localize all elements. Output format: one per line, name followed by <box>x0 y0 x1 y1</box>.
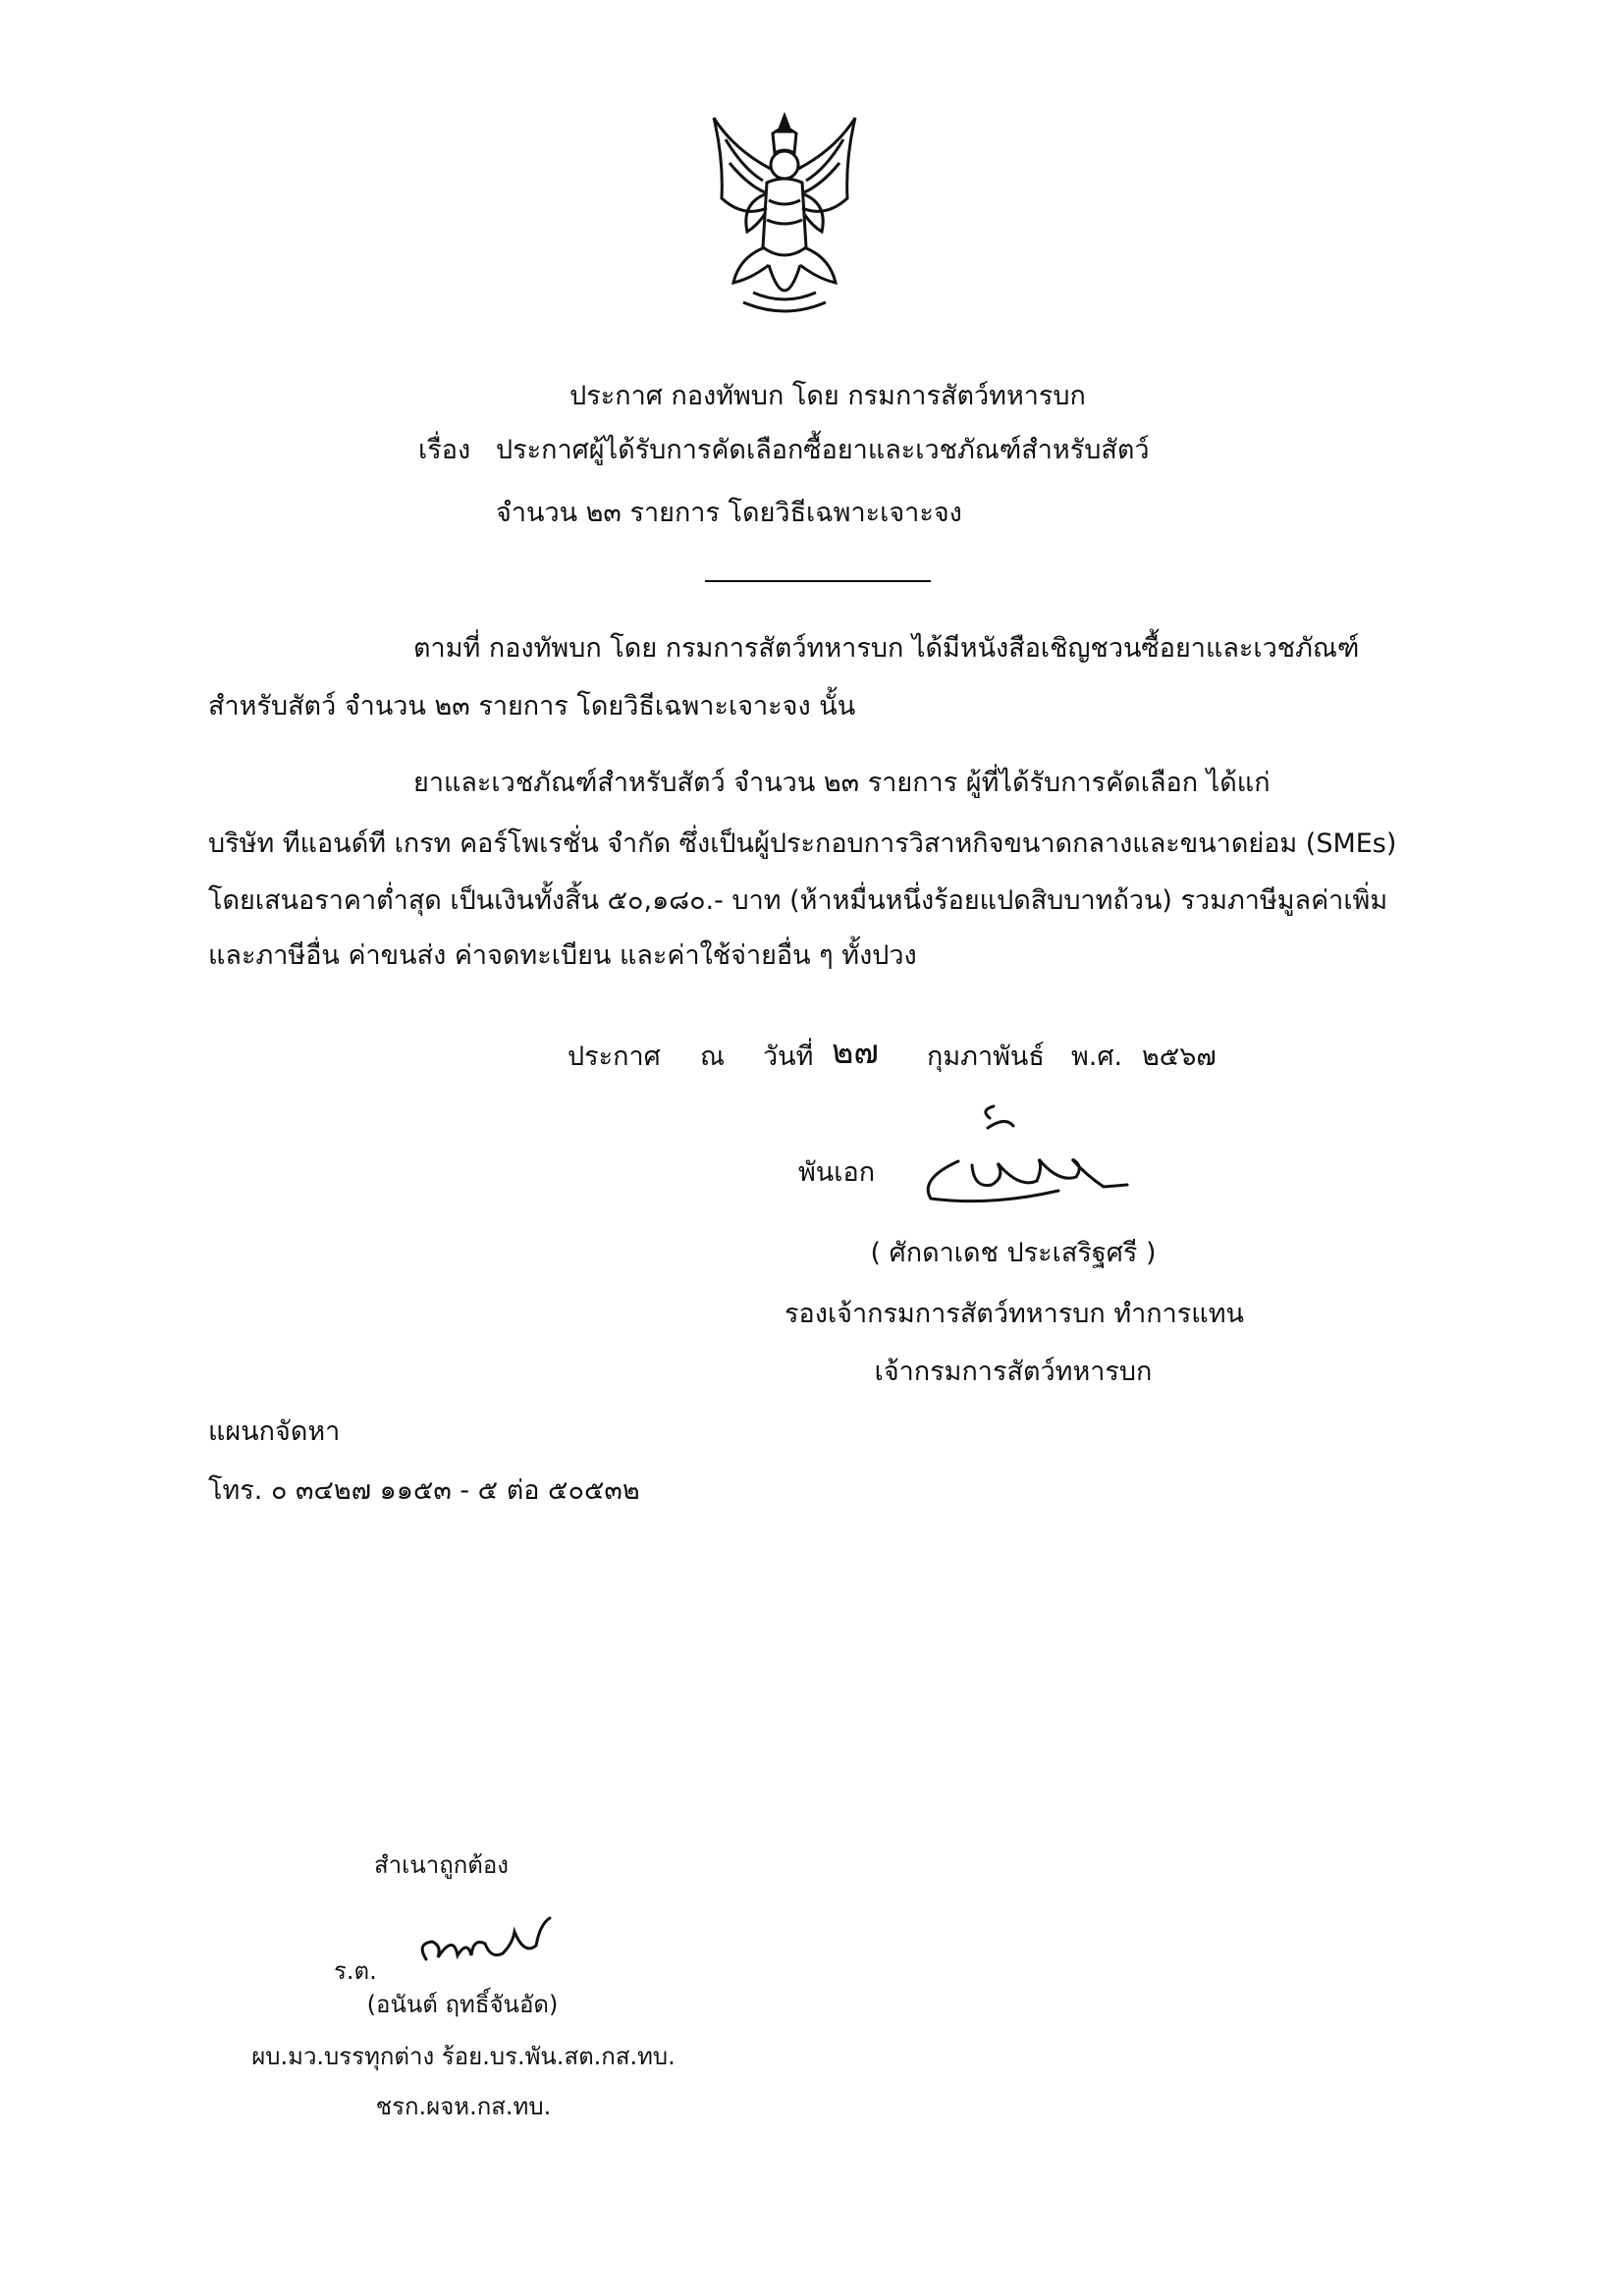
certifier-name: (อนันต์ ฤทธิ์จันอัด) <box>366 1991 559 2018</box>
contact-phone: โทร. ๐ ๓๔๒๗ ๑๑๕๓ - ๕ ต่อ ๕๐๕๓๒ <box>208 1475 640 1506</box>
certified-copy-title: สำเนาถูกต้อง <box>374 1851 509 1879</box>
subject-label: เรื่อง <box>418 435 471 465</box>
signer-name: ( ศักดาเดช ประเสริฐศรี ) <box>870 1238 1157 1268</box>
announce-day-label: วันที่ <box>763 1041 814 1072</box>
signer-position-1: รองเจ้ากรมการสัตว์ทหารบก ทำการแทน <box>784 1299 1244 1329</box>
certifier-rank: ร.ต. <box>334 1957 377 1985</box>
announce-at: ณ <box>700 1041 726 1072</box>
signature-image <box>911 1104 1137 1212</box>
subject-line-1: ประกาศผู้ได้รับการคัดเลือกซื้อยาและเวชภัณฑ์สำหรับสัตว์ <box>496 435 1150 465</box>
announce-year-label: พ.ศ. <box>1071 1041 1123 1072</box>
subject-line-2: จำนวน ๒๓ รายการ โดยวิธีเฉพาะเจาะจง <box>496 498 962 528</box>
announce-prefix: ประกาศ <box>568 1041 661 1072</box>
title-divider <box>705 580 931 582</box>
certifier-signature-image <box>412 1904 560 1973</box>
contact-department: แผนกจัดหา <box>208 1416 341 1447</box>
certifier-position-1: ผบ.มว.บรรทุกต่าง ร้อย.บร.พัน.สต.กส.ทบ. <box>251 2043 676 2070</box>
announcement-title: ประกาศ กองทัพบก โดย กรมการสัตว์ทหารบก <box>569 381 1086 411</box>
paragraph-2-line-2: บริษัท ทีแอนด์ที เกรท คอร์โพเรชั่น จำกัด ซึ่งเป็นผู้ประกอบการวิสาหกิจขนาดกลางและขนาดย่อม (SMEs) <box>208 828 1397 859</box>
paragraph-2-line-1: ยาและเวชภัณฑ์สำหรับสัตว์ จำนวน ๒๓ รายการ ผู้ที่ได้รับการคัดเลือก ได้แก่ <box>413 768 1271 798</box>
paragraph-1-line-2: สำหรับสัตว์ จำนวน ๒๓ รายการ โดยวิธีเฉพาะเจาะจง นั้น <box>208 691 856 721</box>
signer-position-2: เจ้ากรมการสัตว์ทหารบก <box>874 1357 1153 1387</box>
paragraph-1-line-1: ตามที่ กองทัพบก โดย กรมการสัตว์ทหารบก ได้มีหนังสือเชิญชวนซื้อยาและเวชภัณฑ์ <box>413 633 1360 664</box>
signer-rank: พันเอก <box>798 1157 876 1188</box>
certifier-position-2: ชรก.ผจห.กส.ทบ. <box>375 2093 552 2120</box>
announce-year: ๒๕๖๗ <box>1142 1041 1217 1072</box>
paragraph-2-line-3: โดยเสนอราคาต่ำสุด เป็นเงินทั้งสิ้น ๕๐,๑๘๐.- บาท (ห้าหมื่นหนึ่งร้อยแปดสิบบาทถ้วน) รวมภาษีมูลค่าเพิ่ม <box>208 885 1388 916</box>
paragraph-2-line-4: และภาษีอื่น ค่าขนส่ง ค่าจดทะเบียน และค่าใช้จ่ายอื่น ๆ ทั้งปวง <box>208 940 917 971</box>
announce-month: กุมภาพันธ์ <box>927 1041 1045 1072</box>
announce-day: ๒๗ <box>832 1033 879 1072</box>
garuda-emblem-icon <box>704 110 865 322</box>
